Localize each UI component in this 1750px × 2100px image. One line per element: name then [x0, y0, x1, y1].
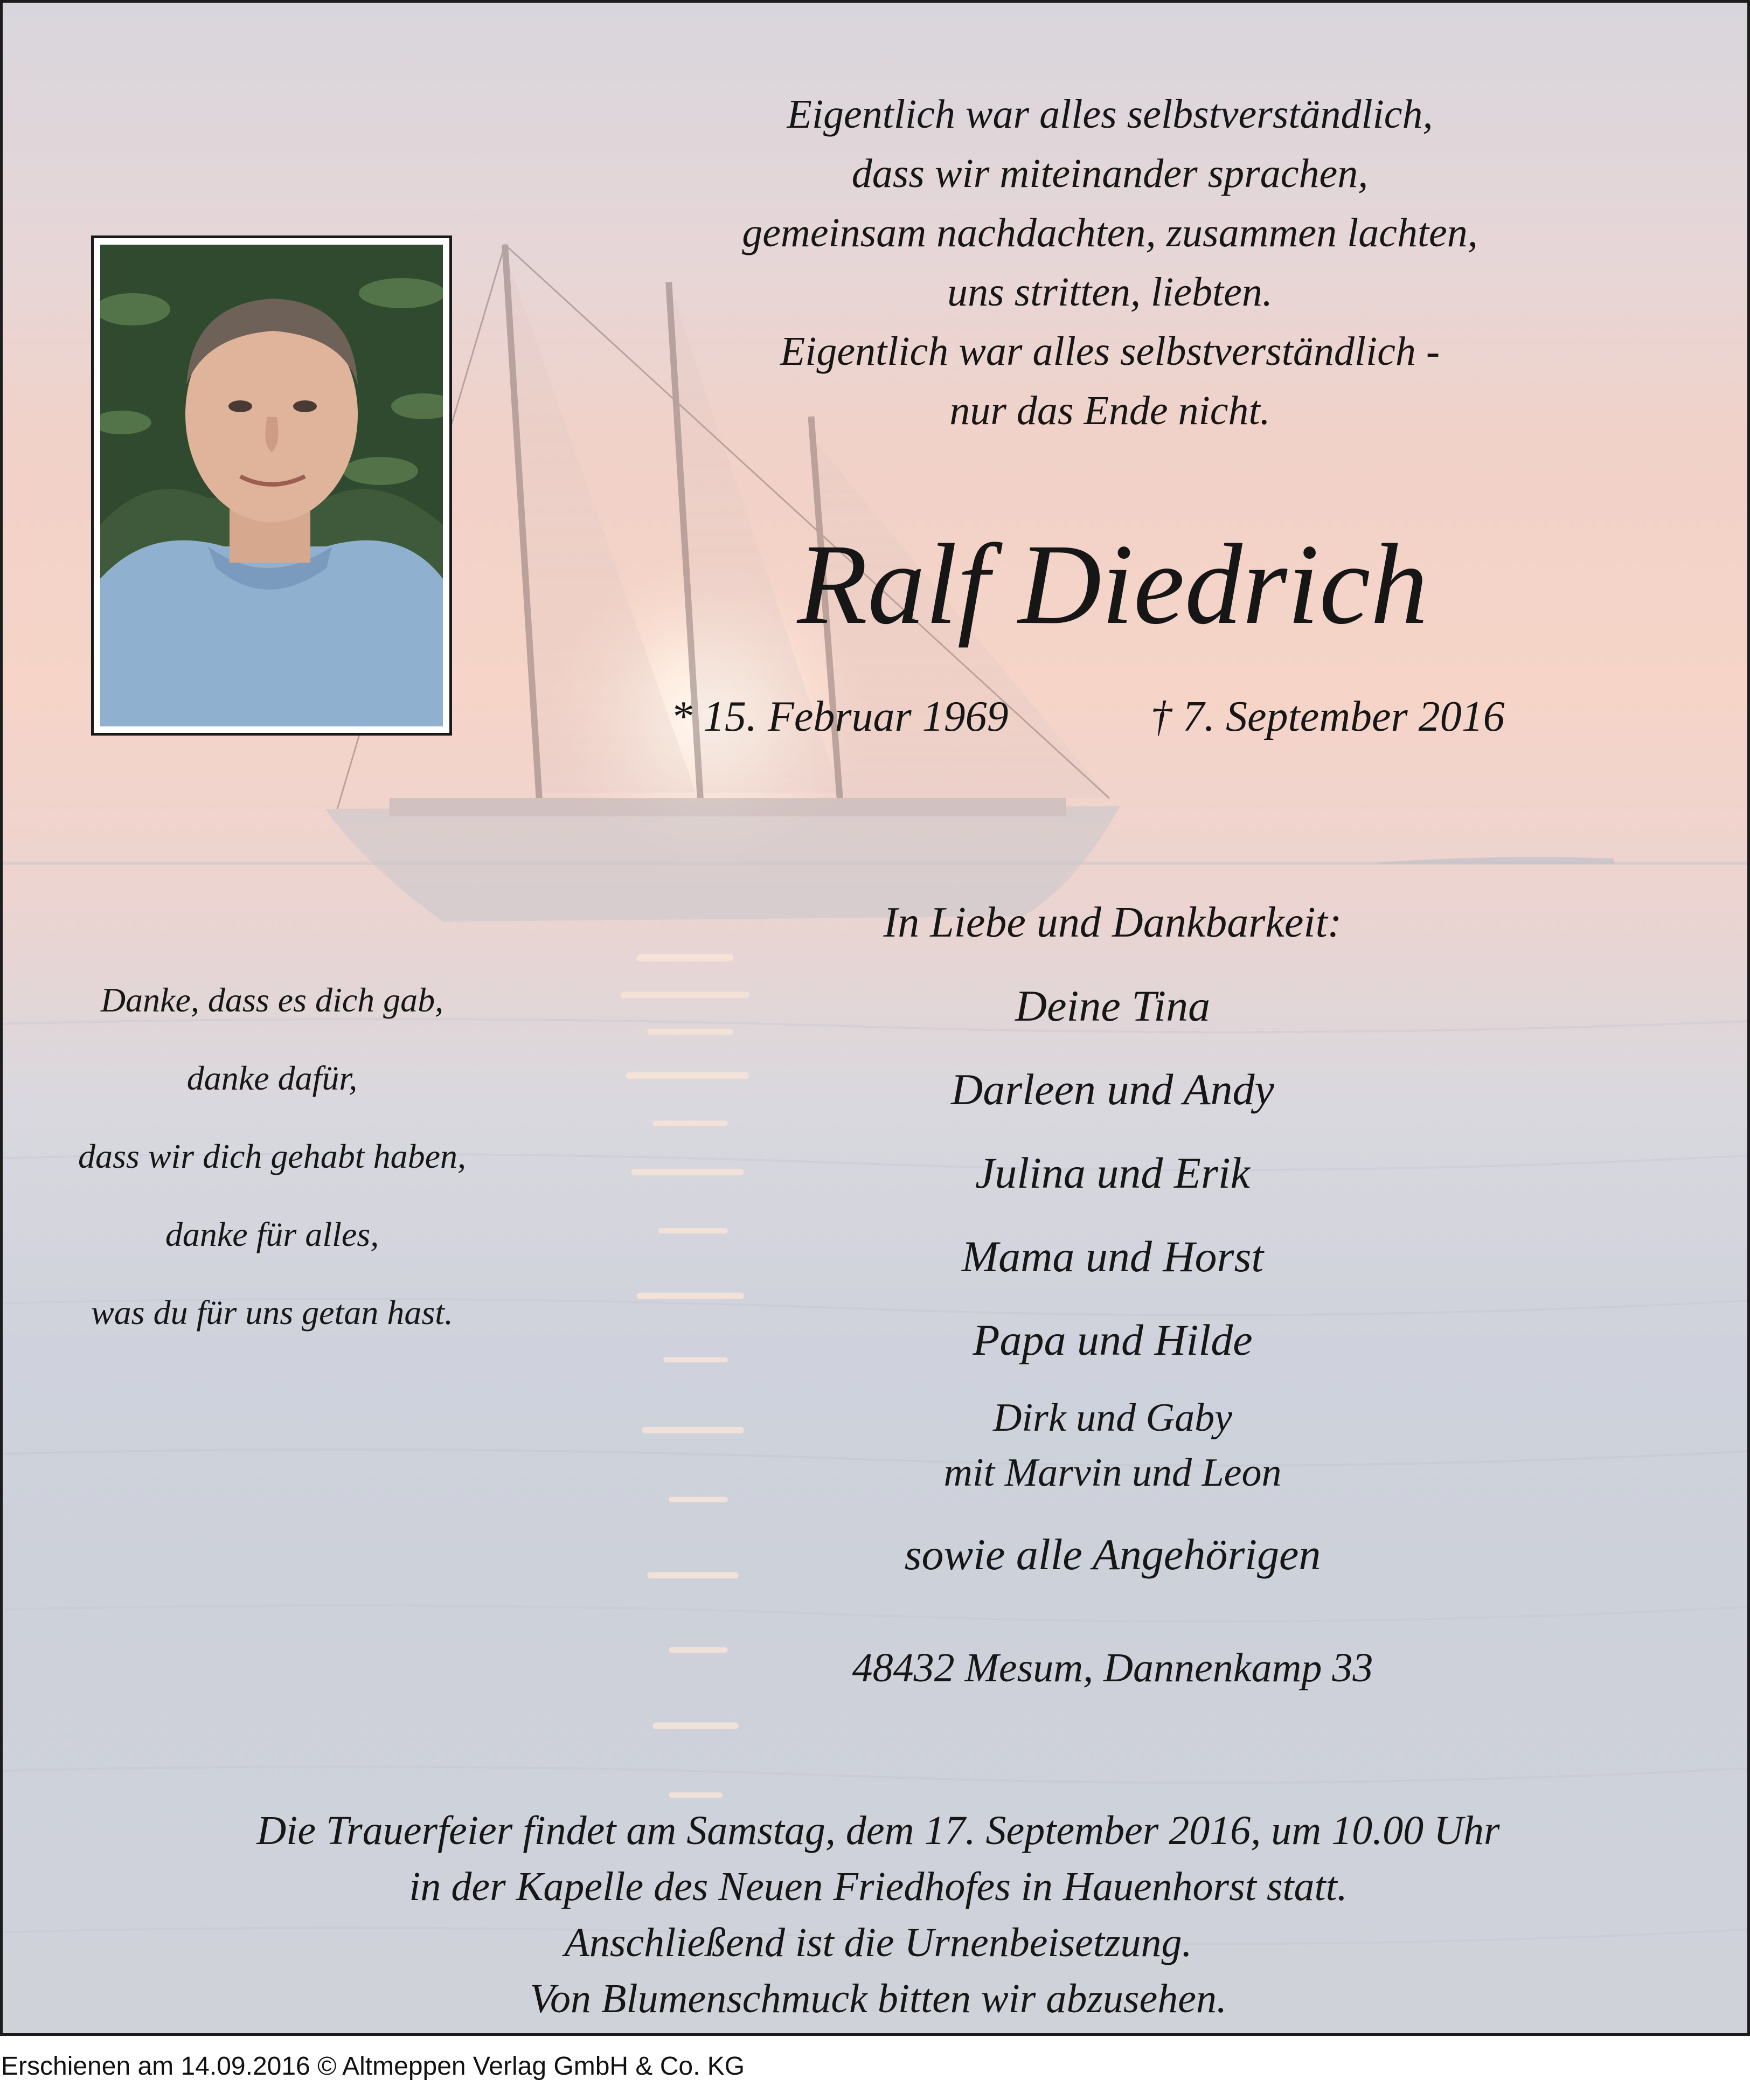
opening-poem-line: Eigentlich war alles selbstverständlich - — [780, 329, 1440, 374]
ceremony-line: Die Trauerfeier findet am Samstag, dem 17. September 2016, um 10.00 Uhr — [256, 1808, 1500, 1853]
mourner-name: Mama und Horst — [961, 1232, 1264, 1281]
publication-footer: Erschienen am 14.09.2016 © Altmeppen Verlag GmbH & Co. KG — [1, 2052, 745, 2081]
thanks-poem — [24, 961, 520, 1352]
death-date: † 7. September 2016 — [1150, 693, 1505, 740]
opening-poem — [622, 85, 1598, 440]
portrait-photo — [91, 235, 452, 736]
ceremony-details — [110, 1803, 1646, 2027]
mourner-name: Julina und Erik — [975, 1148, 1251, 1197]
thanks-poem-line: was du für uns getan hast. — [91, 1293, 454, 1332]
relatives-line: sowie alle Angehörigen — [904, 1530, 1321, 1579]
extended-family-line: Dirk und Gaby — [993, 1396, 1232, 1440]
opening-poem-line: uns stritten, liebten. — [947, 269, 1273, 315]
ceremony-line: in der Kapelle des Neuen Friedhofes in Hauenhorst statt. — [409, 1864, 1348, 1909]
opening-poem-line: dass wir miteinander sprachen, — [851, 151, 1369, 196]
mourners-intro: In Liebe und Dankbarkeit: — [883, 899, 1342, 946]
extended-family — [746, 1390, 1479, 1500]
ceremony-line: Von Blumenschmuck bitten wir abzusehen. — [530, 1976, 1227, 2021]
cabin — [390, 798, 1066, 816]
mourner-name: Darleen und Andy — [951, 1065, 1274, 1114]
opening-poem-line: Eigentlich war alles selbstverständlich, — [787, 92, 1433, 137]
island — [1378, 857, 1614, 864]
thanks-poem-line: danke dafür, — [186, 1059, 358, 1097]
thanks-poem-line: danke für alles, — [165, 1215, 379, 1253]
opening-poem-line: gemeinsam nachdachten, zusammen lachten, — [742, 210, 1478, 255]
ceremony-line: Anschließend ist die Urnenbeisetzung. — [564, 1920, 1192, 1965]
birth-date: * 15. Februar 1969 — [671, 693, 1009, 740]
mourner-address: 48432 Mesum, Dannenkamp 33 — [852, 1645, 1373, 1690]
deceased-name: Ralf Diedrich — [797, 521, 1428, 648]
extended-family-line: mit Marvin und Leon — [943, 1451, 1282, 1495]
thanks-poem-line: Danke, dass es dich gab, — [100, 981, 444, 1019]
sun-reflection — [620, 954, 749, 1798]
portrait-image — [100, 245, 443, 726]
mourner-name: Deine Tina — [1015, 981, 1211, 1030]
mourner-name: Papa und Hilde — [973, 1315, 1253, 1364]
thanks-poem-line: dass wir dich gehabt haben, — [78, 1137, 466, 1175]
opening-poem-line: nur das Ende nicht. — [949, 388, 1270, 433]
